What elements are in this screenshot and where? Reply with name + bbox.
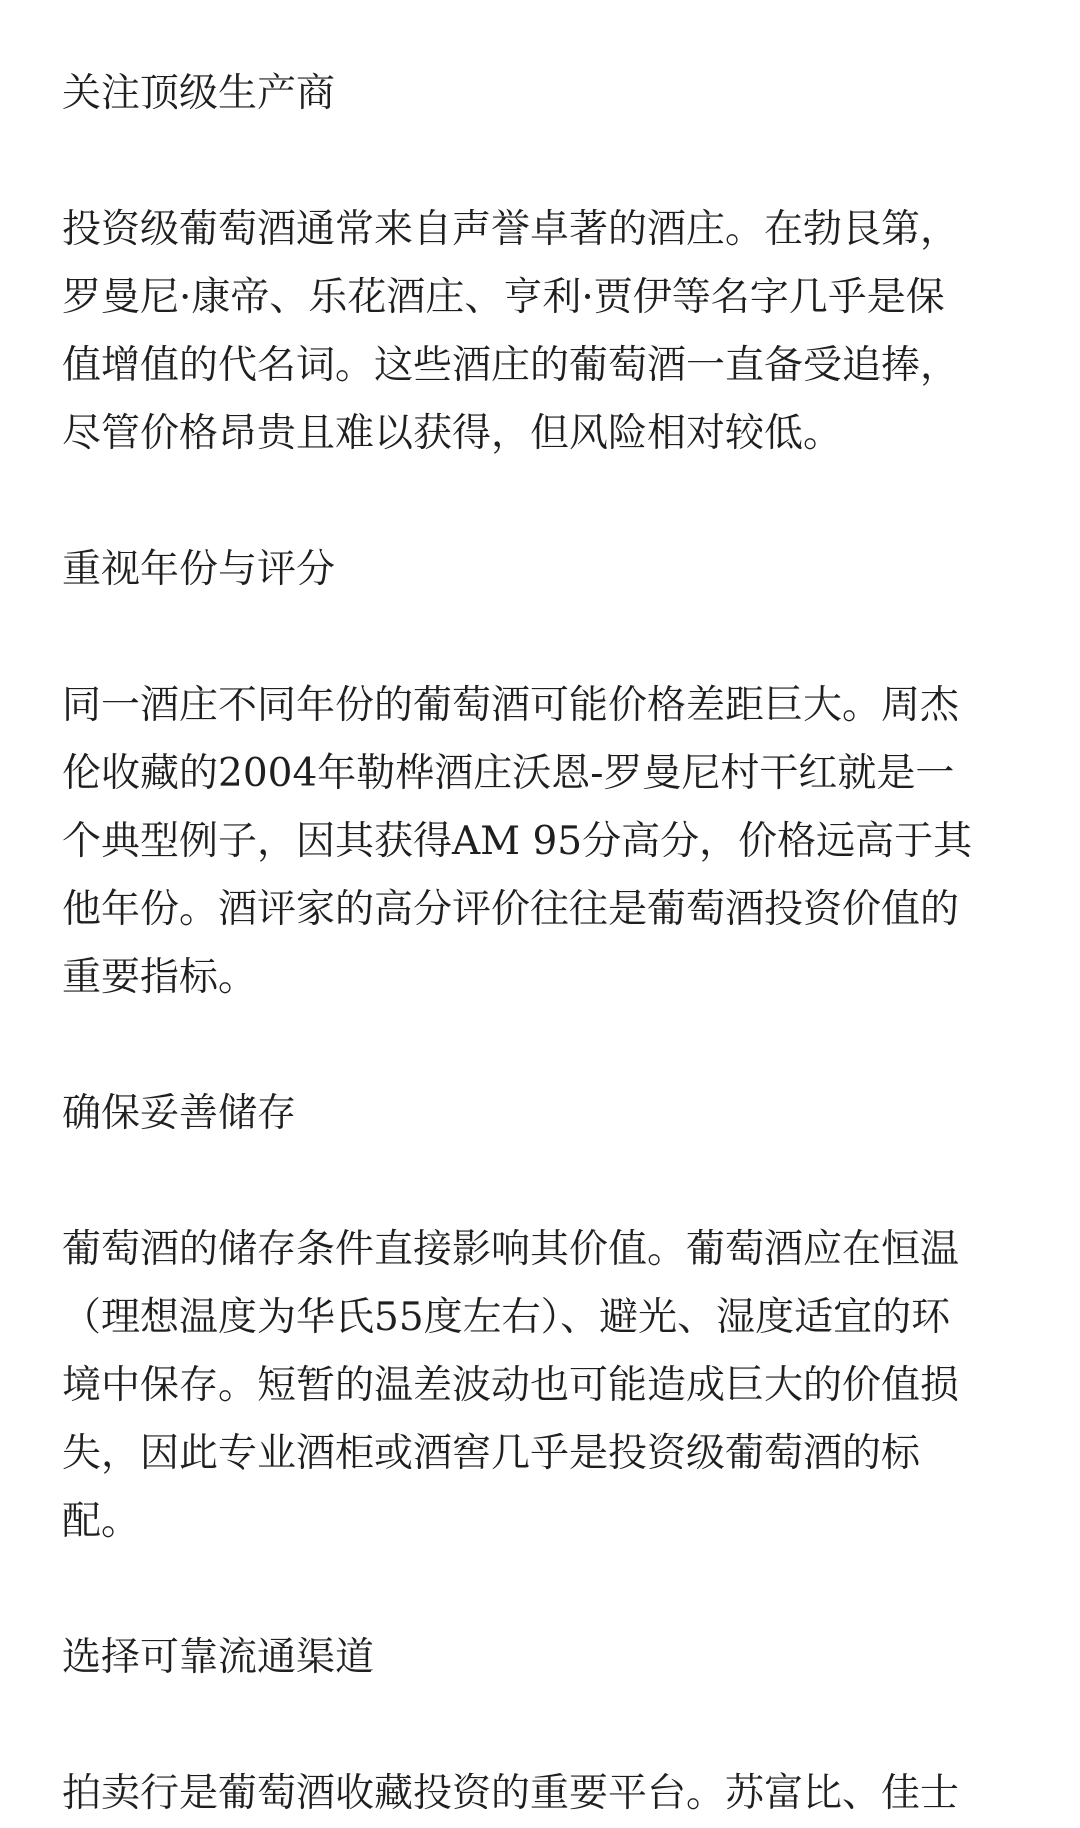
article-body	[62, 60, 1024, 1828]
paragraph-line: 伦收藏的2004年勒桦酒庄沃恩-罗曼尼村干红就是一	[62, 751, 955, 796]
paragraph-line: 同一酒庄不同年份的葡萄酒可能价格差距巨大。周杰	[62, 683, 960, 728]
paragraph-line: 拍卖行是葡萄酒收藏投资的重要平台。苏富比、佳士	[62, 1771, 960, 1816]
paragraph-line: 境中保存。短暂的温差波动也可能造成巨大的价值损	[62, 1363, 960, 1408]
paragraph-line: 个典型例子，因其获得AM 95分高分，价格远高于其	[62, 819, 973, 864]
paragraph-line: 他年份。酒评家的高分评价往往是葡萄酒投资价值的	[62, 887, 960, 932]
paragraph-line: 罗曼尼·康帝、乐花酒庄、亨利·贾伊等名字几乎是保	[62, 275, 945, 320]
section-paragraph	[62, 196, 1024, 468]
paragraph-line: 葡萄酒的储存条件直接影响其价值。葡萄酒应在恒温	[62, 1227, 960, 1272]
paragraph-line: 尽管价格昂贵且难以获得，但风险相对较低。	[62, 411, 843, 456]
section-heading: 关注顶级生产商	[62, 71, 336, 116]
paragraph-line: 值增值的代名词。这些酒庄的葡萄酒一直备受追捧，	[62, 343, 960, 388]
section-heading: 重视年份与评分	[62, 547, 336, 592]
paragraph-line: 配。	[62, 1499, 141, 1544]
section-paragraph	[62, 1216, 1024, 1556]
section-paragraph	[62, 672, 1024, 1012]
paragraph-line: 重要指标。	[62, 955, 258, 1000]
paragraph-line: 投资级葡萄酒通常来自声誉卓著的酒庄。在勃艮第，	[62, 207, 960, 252]
paragraph-line: 失，因此专业酒柜或酒窖几乎是投资级葡萄酒的标	[62, 1431, 921, 1476]
section-heading: 确保妥善储存	[62, 1091, 297, 1136]
paragraph-line: （理想温度为华氏55度左右）、避光、湿度适宜的环	[62, 1295, 951, 1340]
section-paragraph	[62, 1760, 1024, 1828]
section-heading: 选择可靠流通渠道	[62, 1635, 375, 1680]
